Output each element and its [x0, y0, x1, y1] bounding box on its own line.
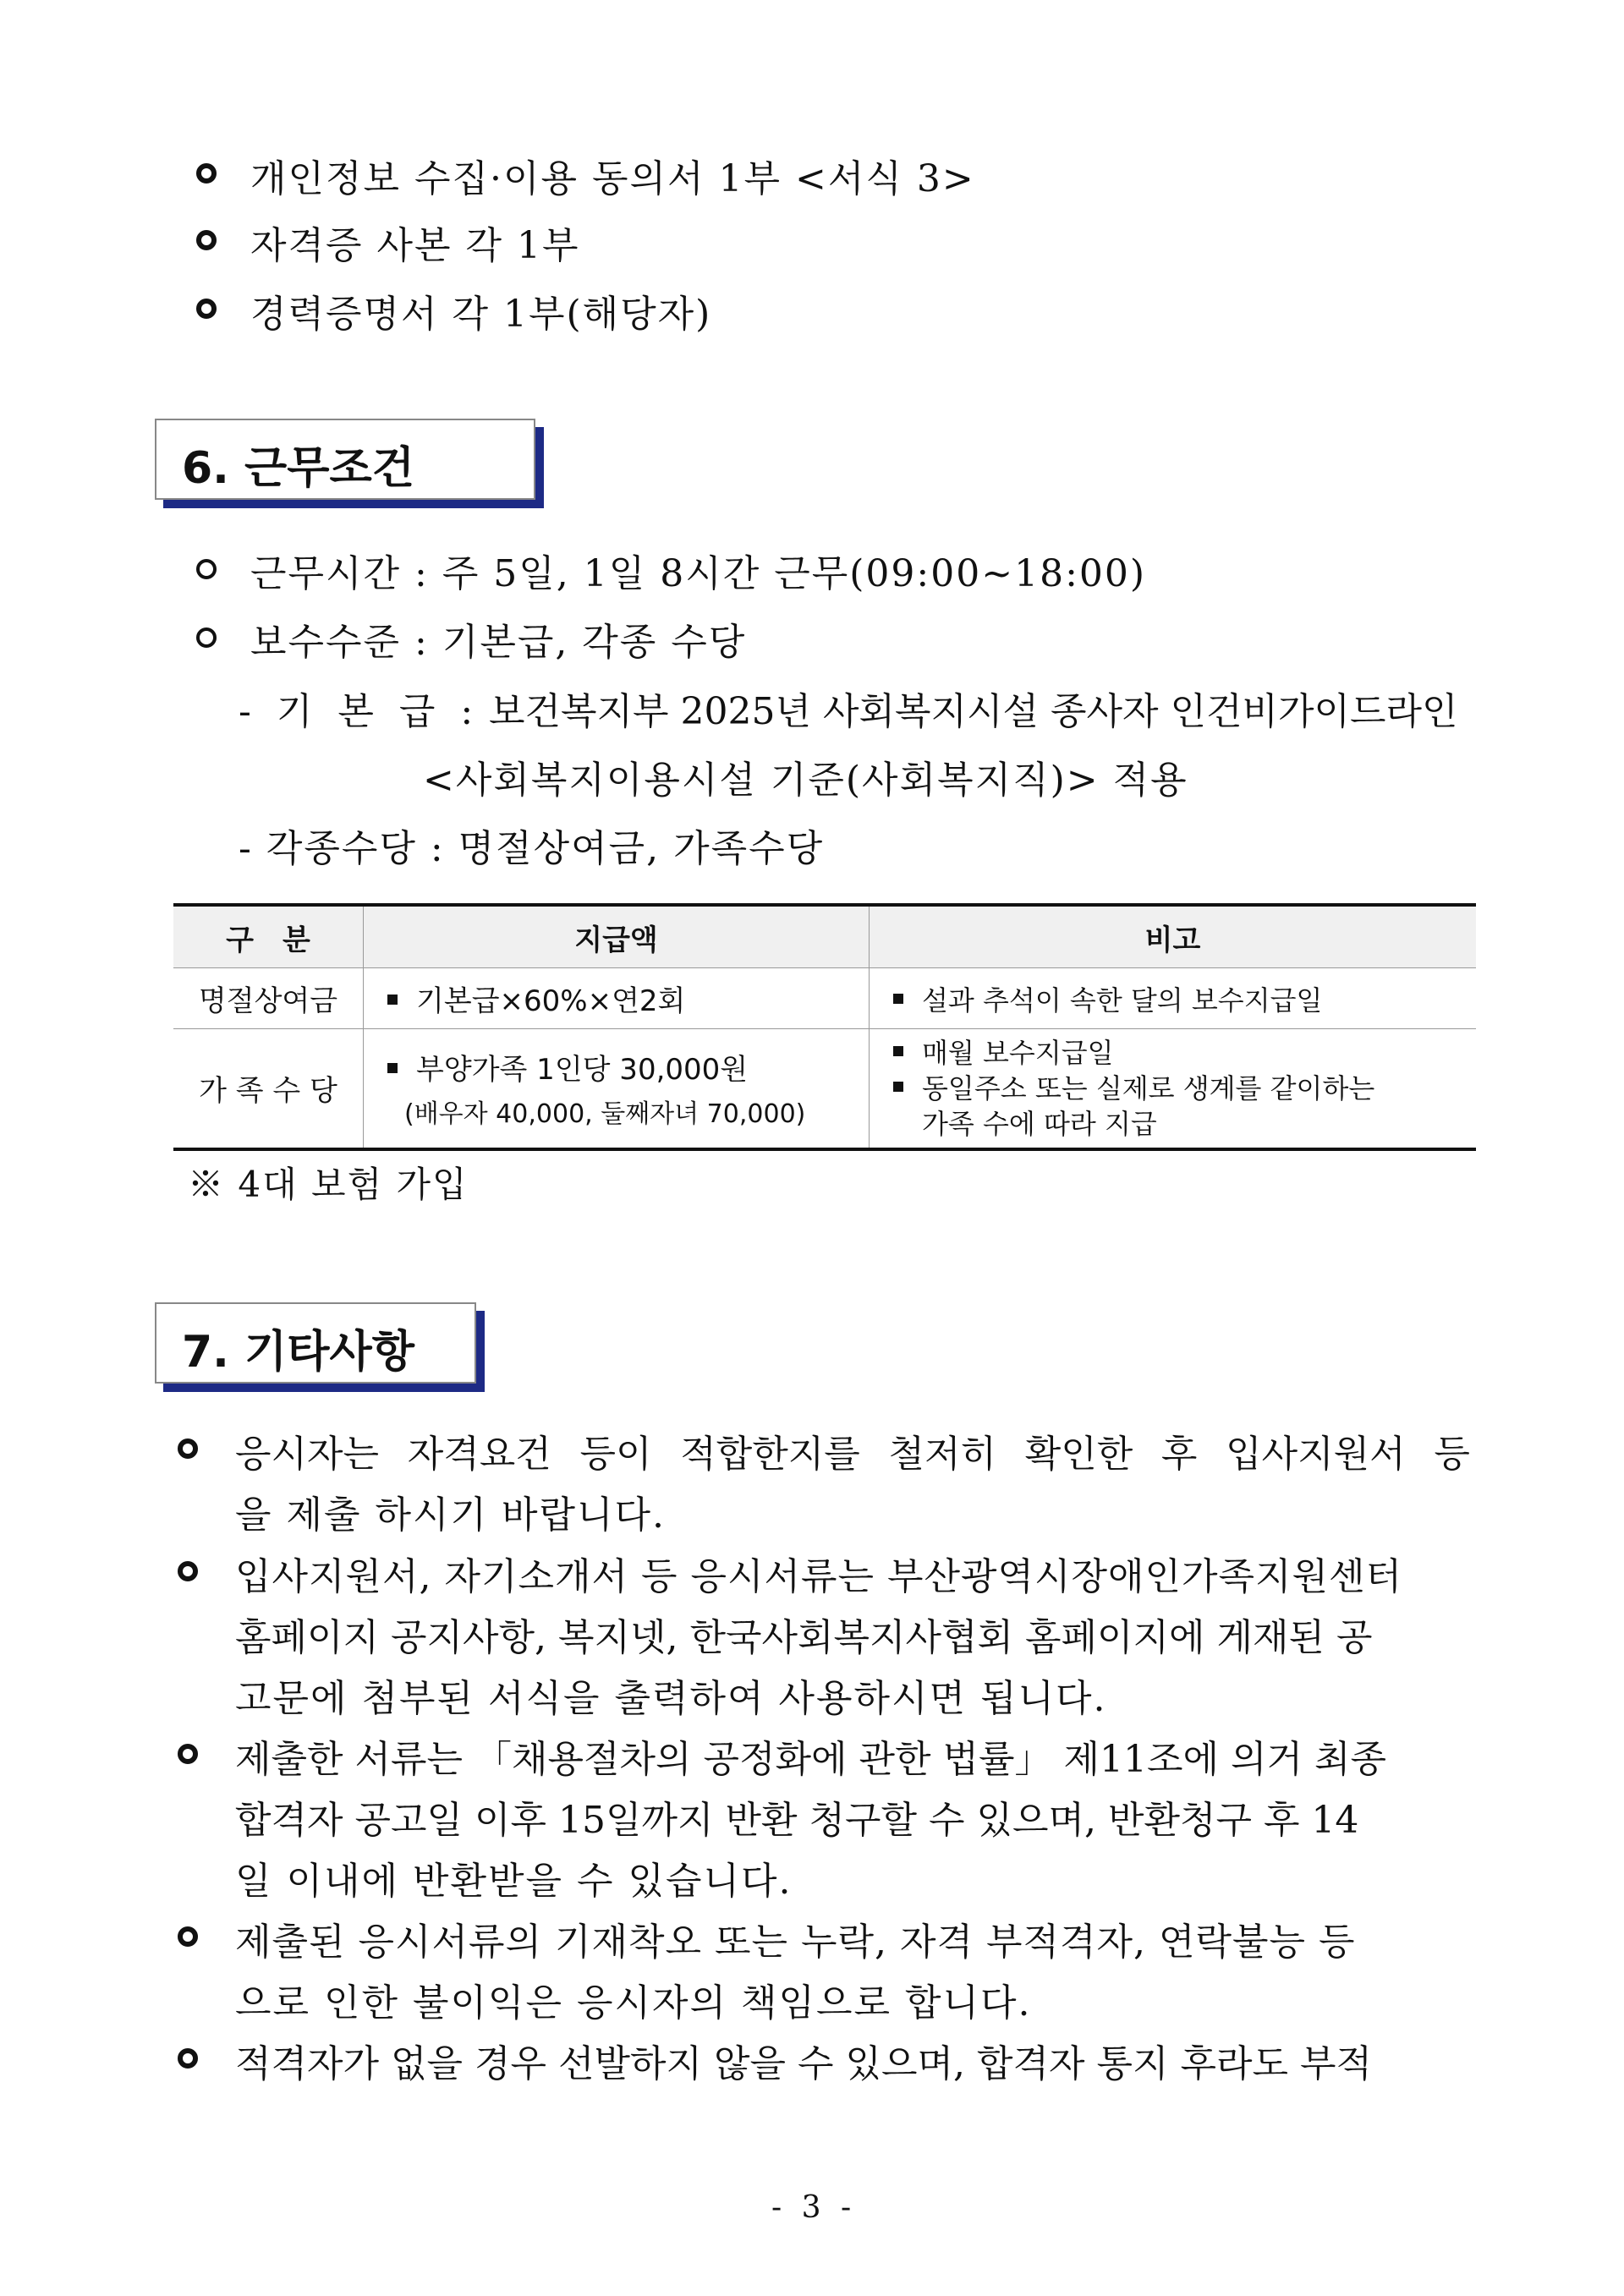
notice-line: 합격자 공고일 이후 15일까지 반환 청구할 수 있으며, 반환청구 후 14: [235, 1799, 1359, 1842]
square-bullet-icon: [893, 994, 903, 1004]
table-header-row: [173, 905, 1476, 968]
remark-text: 동일주소 또는 실제로 생계를 같이하는: [922, 1071, 1375, 1104]
table-row: [173, 968, 1476, 1029]
table-cell-category: 명절상여금: [173, 968, 364, 1029]
amount-subtext: (배우자 40,000, 둘째자녀 70,000): [404, 1099, 806, 1130]
table-cell-category: 가 족 수 당: [173, 1029, 364, 1149]
section-title: 6. 근무조건: [182, 443, 414, 494]
notice-line: 일 이내에 반환받을 수 있습니다.: [235, 1860, 793, 1903]
table-header: 구 분: [173, 905, 364, 968]
bullet-icon: [196, 230, 217, 250]
notice-line: 고문에 첨부된 서식을 출력하여 사용하시면 됩니다.: [235, 1677, 1107, 1720]
table-cell-remarks: [870, 968, 1477, 1029]
table-cell-amount: [364, 968, 870, 1029]
remark-text: 매월 보수지급일: [922, 1036, 1114, 1069]
square-bullet-icon: [893, 1046, 903, 1056]
attachment-item: 자격증 사본 각 1부: [250, 224, 580, 267]
attachment-item: 경력증명서 각 1부(해당자): [250, 293, 712, 336]
bullet-icon: [196, 299, 217, 319]
notice-line: 제출된 응시서류의 기재착오 또는 누락, 자격 부적격자, 연락불능 등: [235, 1921, 1356, 1964]
square-bullet-icon: [893, 1082, 903, 1092]
table-cell-amount: [364, 1029, 870, 1149]
table-header: 지급액: [364, 905, 870, 968]
section-heading-box: [155, 1302, 476, 1384]
bullet-icon: [196, 163, 217, 184]
work-hours: 근무시간 : 주 5일, 1일 8시간 근무(09:00~18:00): [250, 552, 1147, 595]
notice-line: 으로 인한 불이익은 응시자의 책임으로 합니다.: [235, 1981, 1032, 2025]
remark-text: 설과 추석이 속한 달의 보수지급일: [922, 984, 1323, 1016]
bullet-icon: [178, 1438, 198, 1459]
bullet-icon: [196, 559, 217, 579]
amount-text: 기본급×60%×연2회: [416, 984, 686, 1018]
table-row: [173, 1029, 1476, 1149]
bullet-icon: [178, 2048, 198, 2069]
bullet-icon: [178, 1744, 198, 1764]
attachment-item: 개인정보 수집·이용 동의서 1부 <서식 3>: [250, 157, 975, 200]
pay-table: [173, 903, 1476, 1151]
notice-line: 홈페이지 공지사항, 복지넷, 한국사회복지사협회 홈페이지에 게재된 공: [235, 1616, 1373, 1659]
base-pay-text: 보건복지부 2025년 사회복지시설 종사자 인건비가이드라인: [489, 690, 1458, 733]
base-pay-label: - 기 본 급 :: [239, 690, 480, 733]
section-title: 7. 기타사항: [182, 1327, 414, 1378]
insurance-note: ※ 4대 보험 가입: [188, 1164, 469, 1205]
notice-line: 을 제출 하시기 바랍니다.: [235, 1493, 666, 1537]
bullet-icon: [196, 627, 217, 648]
base-pay-text-2: <사회복지이용시설 기준(사회복지직)> 적용: [423, 759, 1188, 802]
amount-text: 부양가족 1인당 30,000원: [416, 1053, 749, 1088]
notice-line: 응시자는 자격요건 등이 적합한지를 철저히 확인한 후 입사지원서 등: [235, 1433, 1470, 1476]
allowance-line: - 각종수당 : 명절상여금, 가족수당: [239, 827, 825, 870]
bullet-icon: [178, 1561, 198, 1581]
notice-line: 적격자가 없을 경우 선발하지 않을 수 있으며, 합격자 통지 후라도 부적: [235, 2042, 1372, 2085]
square-bullet-icon: [387, 1063, 398, 1073]
notice-line: 입사지원서, 자기소개서 등 응시서류는 부산광역시장애인가족지원센터: [235, 1555, 1403, 1598]
square-bullet-icon: [387, 995, 398, 1005]
page-number: - 3 -: [771, 2190, 857, 2225]
notice-line: 제출한 서류는 「채용절차의 공정화에 관한 법률」 제11조에 의거 최종: [235, 1738, 1386, 1781]
table-header: 비고: [870, 905, 1477, 968]
bullet-icon: [178, 1926, 198, 1947]
section-heading-box: [155, 419, 535, 500]
remark-text: 가족 수에 따라 지급: [922, 1107, 1157, 1140]
table-cell-remarks: [870, 1029, 1477, 1149]
pay-level: 보수수준 : 기본급, 각종 수당: [250, 621, 747, 664]
